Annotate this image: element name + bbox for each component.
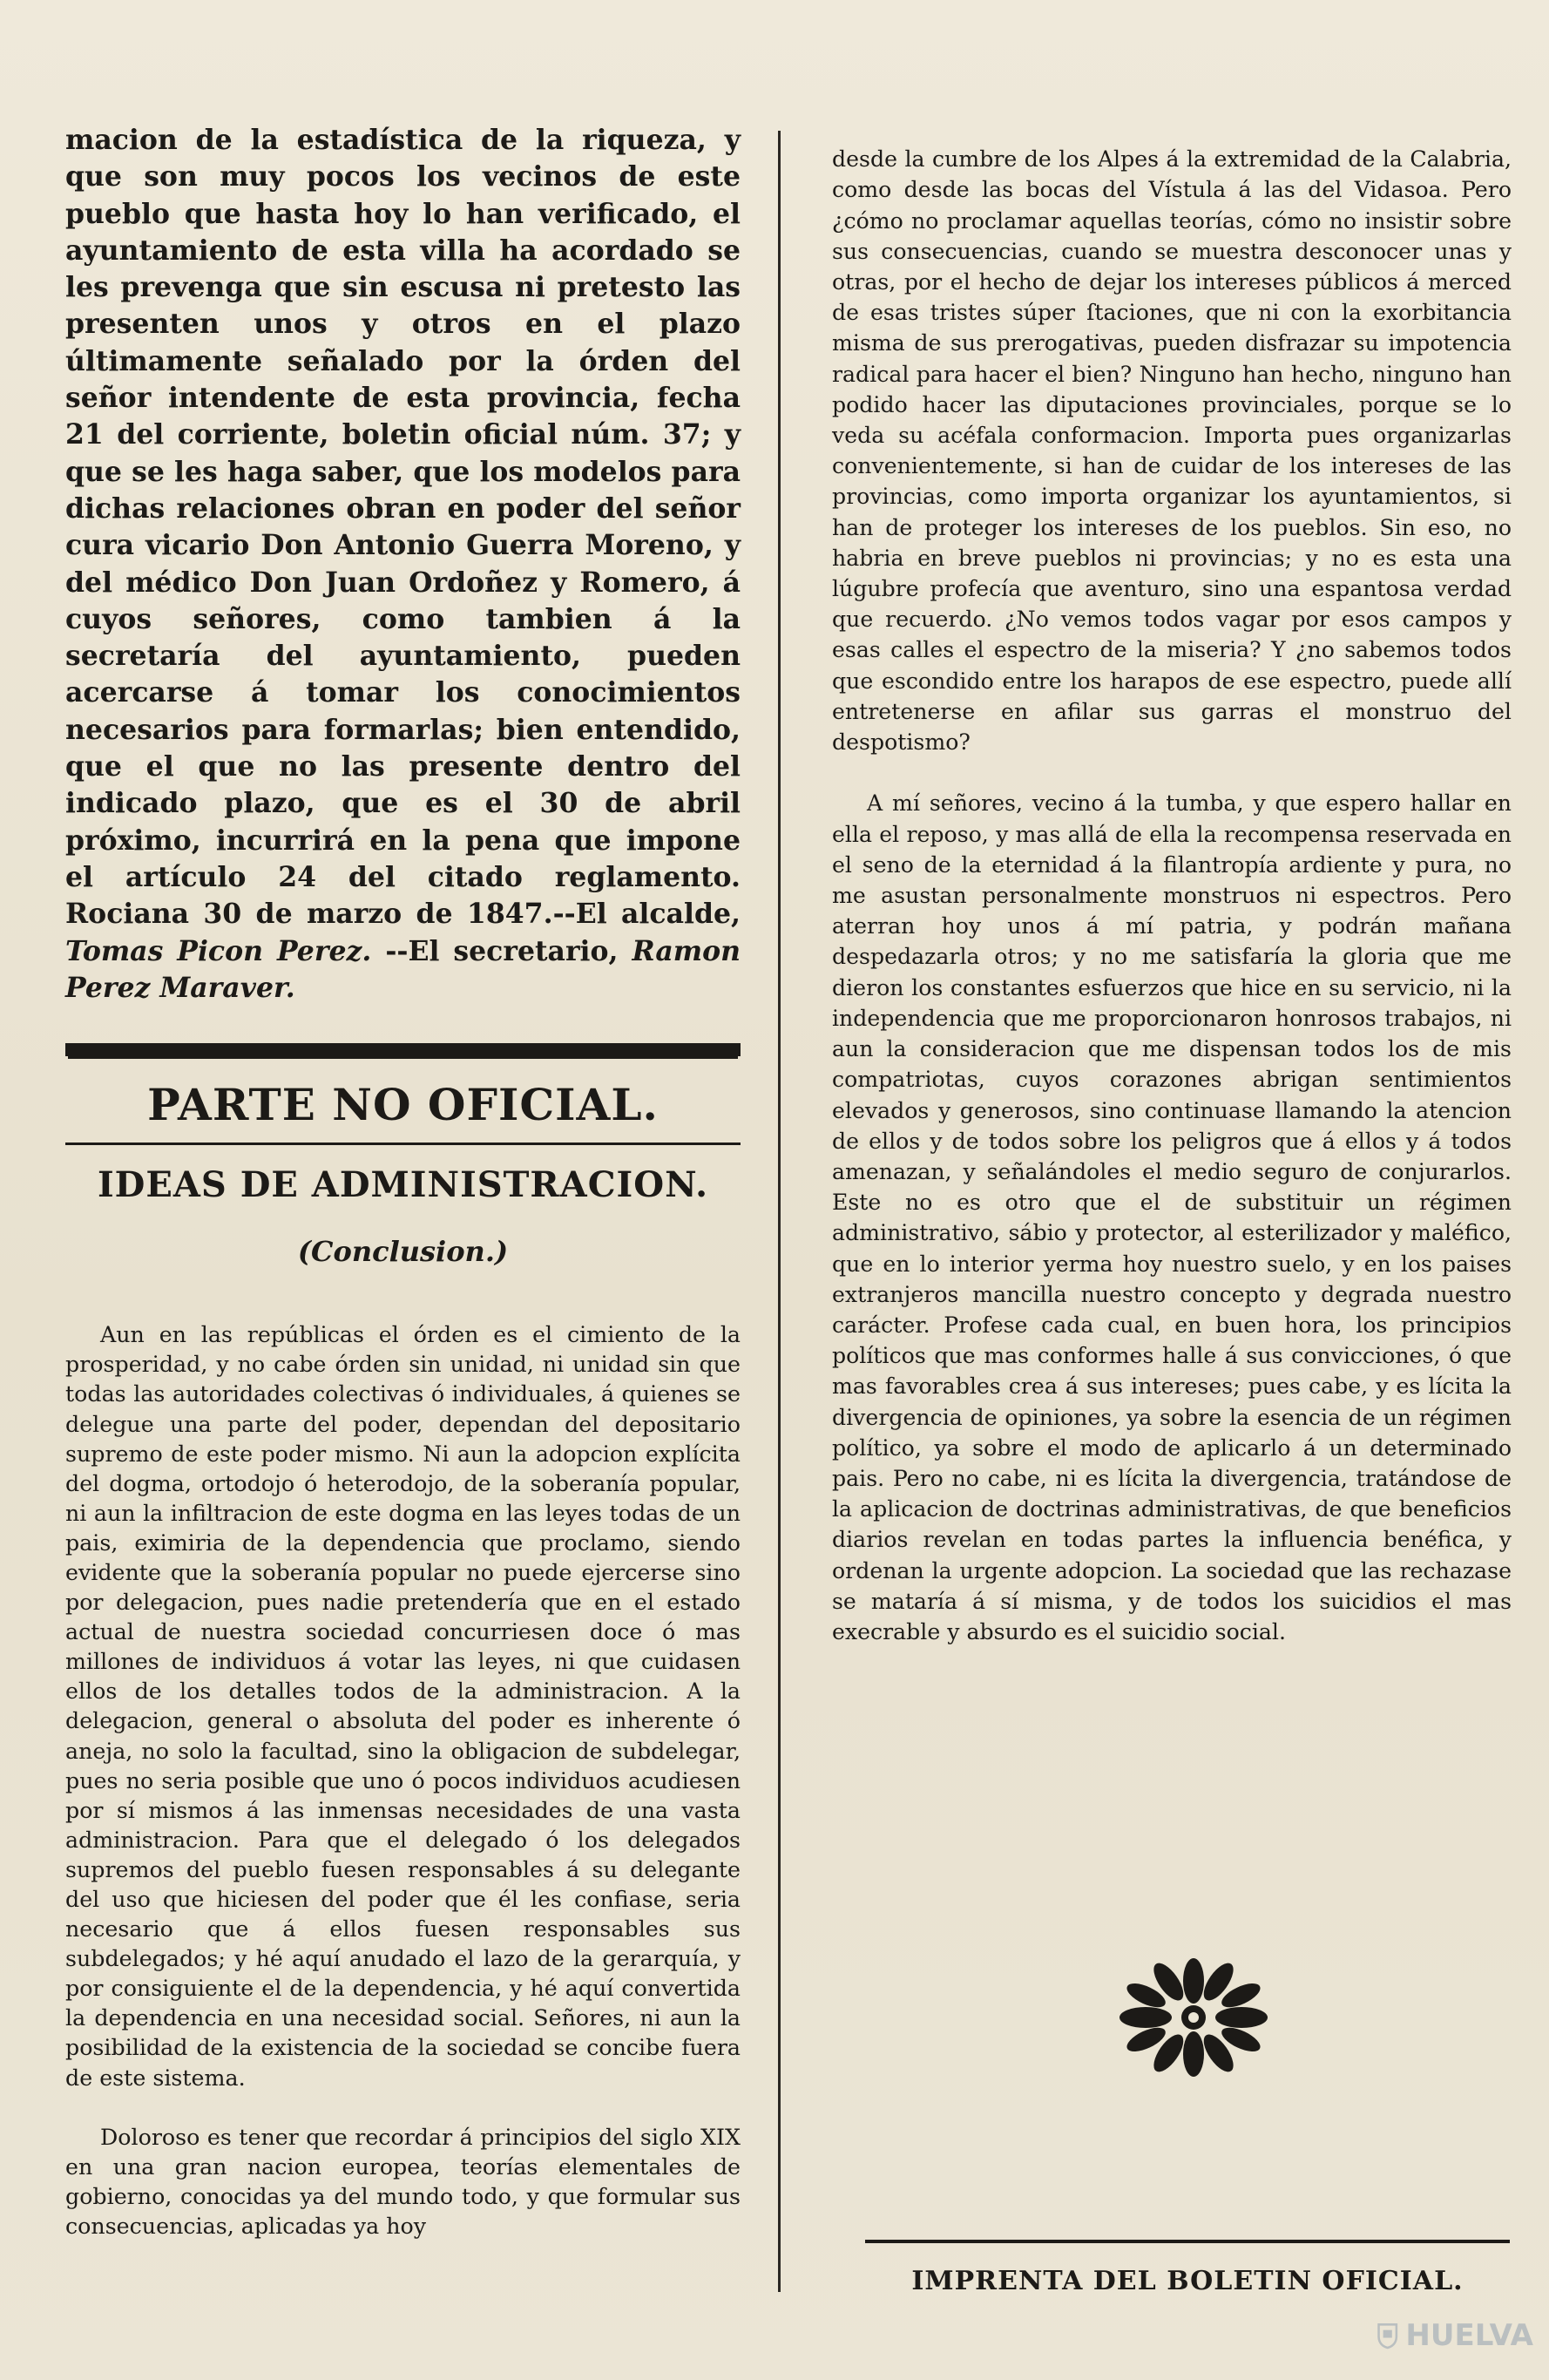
article-subtitle: (Conclusion.) (297, 1235, 509, 1269)
fleuron-ornament-icon (1106, 1952, 1281, 2083)
article-body-left (65, 1291, 741, 2271)
column-divider (778, 131, 781, 2292)
article-paragraph: desde la cumbre de los Alpes á la extremidad de la Calabria, como desde las bocas del Vístula á las del Vidasoa. Pero ¿cómo no proclamar aquellas teorías, cómo no insistir sobre sus consecuencias, cuando se muestra desconocer unas y otras, por el hecho de dejar los intereses públicos á merced de esas tristes súper ſtaciones, que ni con la exorbitancia misma de sus prerogativas, pueden disfrazar su impotencia radical para hacer el bien? Ninguno han hecho, ninguno han podido hacer las diputaciones provinciales, porque se lo veda su acéfala conformacion. Importa pues organizarlas convenientemente, si han de cuidar de los intereses de las provincias, como importa organizar los ayuntamientos, si han de proteger los intereses de los pueblos. Sin eso, no habria en breve pueblos ni provincias; y no es esta una lúgubre profecía que aventuro, sino una espantosa verdad que recuerdo. ¿No vemos todos vagar por esos campos y esas calles el espectro de la miseria? Y ¿no sabemos todos que escondido entre los harapos de ese espectro, puede allí entretenerse en afilar sus garras el monstruo del despotismo? (832, 146, 1512, 756)
title-divider (65, 1143, 741, 1145)
article-paragraph: Aun en las repúblicas el órden es el cimiento de la prosperidad, y no cabe órden sin unidad, ni unidad sin que todas las autoridades colectivas ó individuales, á quienes se delegue una parte del poder, dependan del depositario supremo de este poder mismo. Ni aun la adopcion explícita del dogma, ortodojo ó heterodojo, de la soberanía popular, ni aun la infiltracion de este dogma en las leyes todas de un pais, eximiria de la dependencia que proclamo, siendo evidente que la soberanía popular no puede ejercerse sino por delegacion, pues nadie pretendería que en el estado actual de nuestra sociedad concurriesen doce ó mas millones de individuos á votar las leyes, ni que cuidasen ellos de los detalles todos de la administracion. A la delegacion, general o absoluta del poder es inherente ó aneja, no solo la facultad, sino la obligacion de subdelegar, pues no seria posible que uno ó pocos individuos acudiesen por sí mismos á las inmensas necesidades de una vasta administracion. Para que el delegado ó los delegados supremos del pueblo fuesen responsables á su delegante del uso que hiciesen del poder que él les confiase, seria necesario que á ellos fuesen responsables sus subdelegados; y hé aquí anudado el lazo de la gerarquía, y por consiguiente el de la dependencia, y hé aquí convertida la dependencia en una necesidad social. Señores, ni aun la posibilidad de la existencia de la sociedad se concibe fuera de este sistema. (65, 1322, 741, 2091)
huelva-crest-icon (1377, 2315, 1398, 2356)
left-column (65, 122, 741, 2271)
right-column (832, 113, 1512, 1678)
section-title: PARTE NO OFICIAL. (147, 1079, 659, 1131)
municipal-notice (65, 122, 741, 1007)
article-body-right (832, 113, 1512, 1678)
watermark (1377, 2309, 1533, 2362)
article-paragraph: A mí señores, vecino á la tumba, y que espero hallar en ella el reposo, y mas allá de ella la recompensa reservada en el seno de la eternidad á la filantropía ardiente y pura, no me asustan personalmente monstruos ni espectros. Pero aterran hoy unos á mí patria, y podrán mañana despedazarla otros; y no me satisfaría la gloria que me dieron los constantes esfuerzos que hice en su servicio, ni la independencia que me proporcionaron honrosos trabajos, ni aun la consideracion que me dispensan todos los de mis compatriotas, cuyos corazones abrigan sentimientos elevados y generosos, sino continuase llamando la atencion de ellos y de todos sobre los peligros que á ellos y á todos amenazan, y señalándoles el medio seguro de conjurarlos. Este no es otro que el de substituir un régimen administrativo, sábio y protector, al esterilizador y maléfico, que en lo interior yerma hoy nuestro suelo, y en los paises extranjeros mancilla nuestro concepto y degrada nuestro carácter. Profese cada cual, en buen hora, los principios políticos que mas conformes halle á sus convicciones, ó que mas favorables crea á sus intereses; pues cabe, y es lícita la divergencia de opiniones, ya sobre la esencia de un régimen político, ya sobre el modo de aplicarlo á un determinado pais. Pero no cabe, ni es lícita la divergencia, tratándose de la aplicacion de doctrinas administrativas, de que beneficios diarios revelan en todas partes la influencia benéfica, y ordenan la urgente adopcion. La sociedad que las rechazase se mataría á sí misma, y de todos los suicidios el mas execrable y absurdo es el suicidio social. (832, 790, 1512, 1644)
secretary-prefix: --El secretario, (385, 934, 619, 967)
watermark-text: HUELVA (1405, 2318, 1533, 2353)
article-title: IDEAS DE ADMINISTRACION. (97, 1164, 709, 1206)
article-paragraph: Doloroso es tener que recordar á principios del siglo XIX en una gran nacion europea, teorías elementales de gobierno, conocidas ya del mundo todo, y que formular sus consecuencias, aplicadas ya hoy (65, 2124, 741, 2240)
secretary-name: Ramon Perez Maraver. (65, 934, 741, 1004)
mayor-name: Tomas Picon Perez. (65, 934, 372, 967)
footer-rule (865, 2240, 1510, 2243)
section-divider (65, 1043, 741, 1056)
imprint-line: IMPRENTA DEL BOLETIN OFICIAL. (911, 2266, 1464, 2296)
notice-body: macion de la estadística de la riqueza, y que son muy pocos los vecinos de este pueblo que hasta hoy lo han verificado, el ayuntamiento de esta villa ha acordado se les prevenga que sin escusa ni pretesto las presenten unos y otros en el plazo últimamente señalado por la órden del señor intendente de esta provincia, fecha 21 del corriente, boletin oficial núm. 37; y que se les haga saber, que los modelos para dichas relaciones obran en poder del señor cura vicario Don Antonio Guerra Moreno, y del médico Don Juan Ordoñez y Romero, á cuyos señores, como tambien á la secretaría del ayuntamiento, pueden acercarse á tomar los conocimientos necesarios para formarlas; bien entendido, que el que no las presente dentro del indicado plazo, que es el 30 de abril próximo, incurrirá en la pena que impone el artículo 24 del citado reglamento. Rociana 30 de marzo de 1847.--El alcalde, (65, 124, 741, 931)
